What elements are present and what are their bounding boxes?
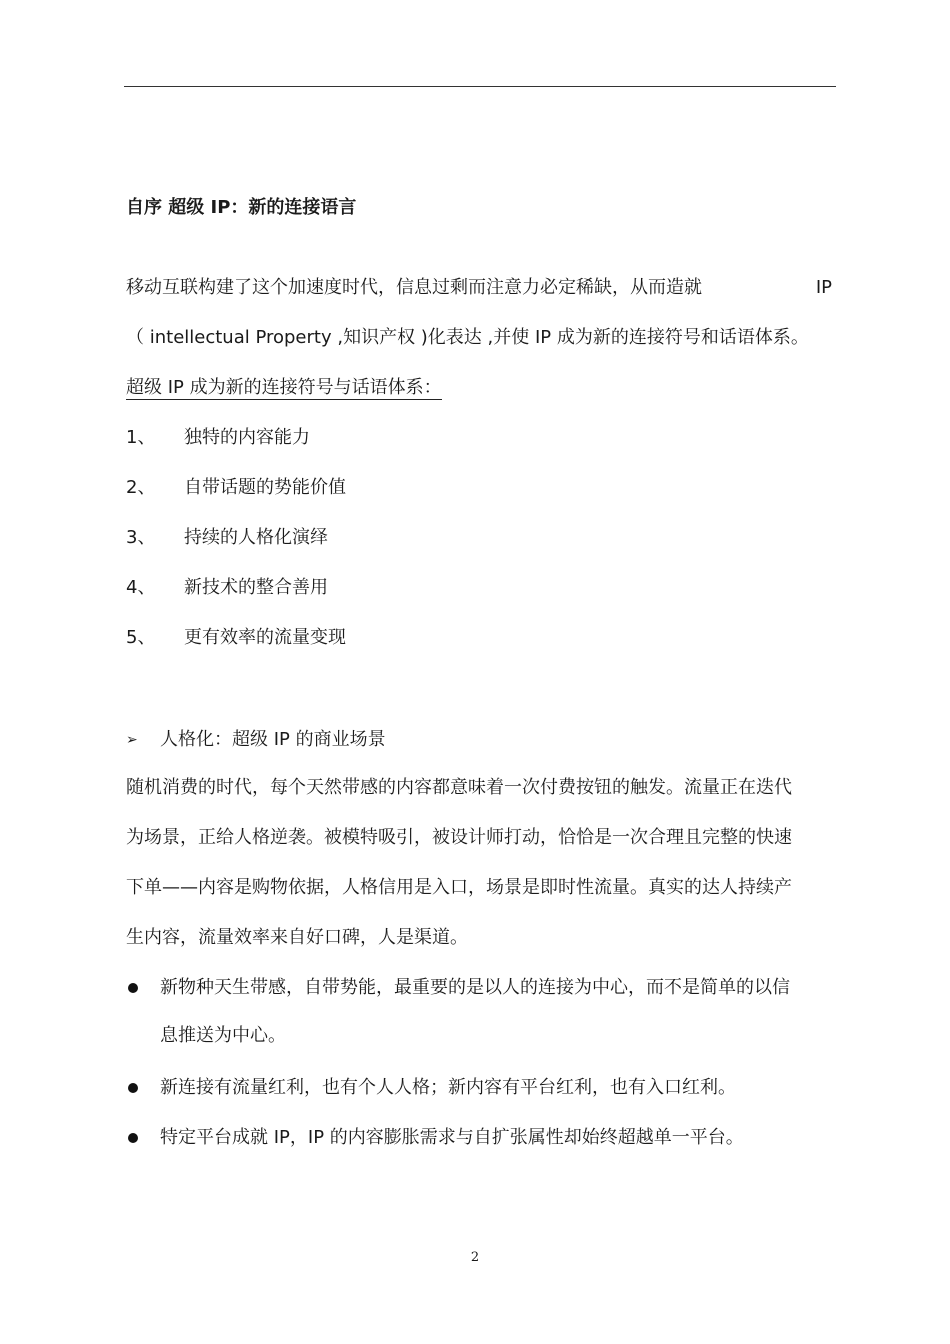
list-number: 5、	[126, 627, 156, 648]
bullet-text-continued: 息推送为中心。	[160, 1025, 286, 1046]
list-number: 1、	[126, 427, 156, 448]
list-item: 新技术的整合善用	[184, 577, 328, 598]
list-item: 独特的内容能力	[184, 427, 310, 448]
list-item: 持续的人格化演绎	[184, 527, 328, 548]
intro-line-1-text: 移动互联构建了这个加速度时代，信息过剩而注意力必定稀缺，从而造就	[126, 277, 702, 298]
intro-subhead-text: 超级 IP 成为新的连接符号与话语体系：	[126, 377, 442, 398]
section-heading: 自序 超级 IP：新的连接语言	[126, 197, 357, 218]
paragraph-line: 随机消费的时代，每个天然带感的内容都意味着一次付费按钮的触发。流量正在迭代	[126, 777, 792, 798]
bullet-text: 新连接有流量红利，也有个人人格；新内容有平台红利，也有入口红利。	[160, 1077, 736, 1098]
bullet-dot-icon	[128, 983, 138, 993]
subsection-title: 人格化：超级 IP 的商业场景	[160, 729, 386, 750]
paragraph-line: 为场景，正给人格逆袭。被模特吸引，被设计师打动，恰恰是一次合理且完整的快速	[126, 827, 792, 848]
list-number: 4、	[126, 577, 156, 598]
intro-subhead	[126, 376, 442, 400]
bullet-dot-icon	[128, 1083, 138, 1093]
intro-line-1	[126, 276, 832, 300]
arrow-bullet-icon: ➢	[126, 732, 138, 748]
intro-line-1-ip: IP	[815, 277, 832, 298]
bullet-text: 新物种天生带感，自带势能，最重要的是以人的连接为中心，而不是简单的以信	[160, 977, 790, 998]
page-number: 2	[470, 1250, 480, 1265]
paragraph-line: 生内容，流量效率来自好口碑，人是渠道。	[126, 927, 468, 948]
list-number: 2、	[126, 477, 156, 498]
intro-line-2: （ intellectual Property ,知识产权 )化表达 ,并使 IP 成为新的连接符号和话语体系。	[126, 327, 809, 348]
list-item: 自带话题的势能价值	[184, 477, 346, 498]
list-item: 更有效率的流量变现	[184, 627, 346, 648]
bullet-text: 特定平台成就 IP，IP 的内容膨胀需求与自扩张属性却始终超越单一平台。	[160, 1127, 744, 1148]
paragraph-line: 下单——内容是购物依据，人格信用是入口，场景是即时性流量。真实的达人持续产	[126, 877, 792, 898]
bullet-dot-icon	[128, 1133, 138, 1143]
list-number: 3、	[126, 527, 156, 548]
header-rule	[124, 86, 836, 87]
